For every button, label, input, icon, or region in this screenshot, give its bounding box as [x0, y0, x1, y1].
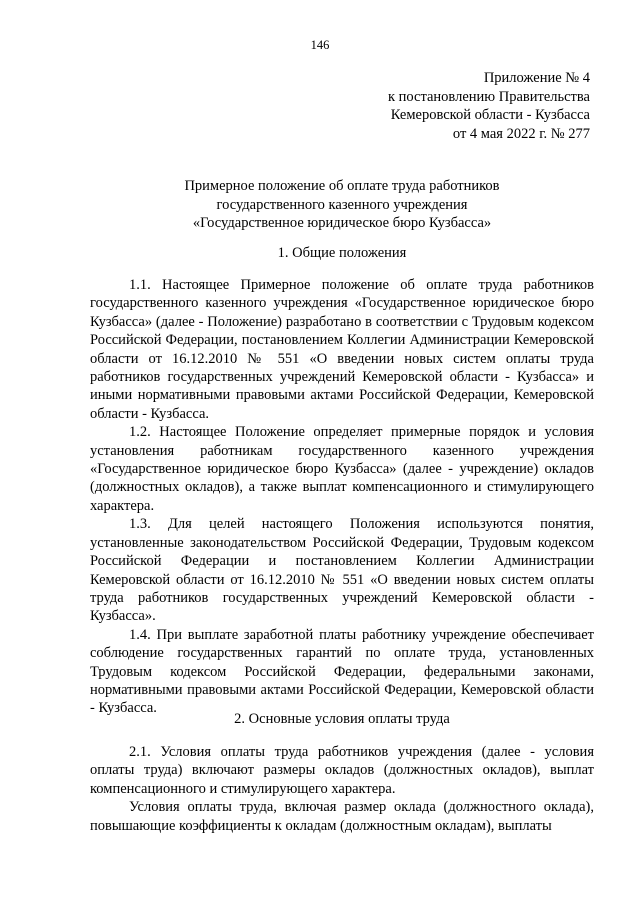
paragraph-2-2: Условия оплаты труда, включая размер оклада (должностного оклада), повышающие коэффициенты к окладам (должностным окладам), выплаты	[90, 799, 594, 834]
section-1-heading: 1. Общие положения	[277, 245, 407, 261]
section-2-heading: 2. Основные условия оплаты труда	[234, 711, 450, 727]
annex-line-2: к постановлению Правительства	[388, 88, 590, 105]
annex-line-3: Кемеровской области - Кузбасса	[390, 107, 590, 123]
document-title	[90, 177, 594, 233]
paragraph-1-3: 1.3. Для целей настоящего Положения используются понятия, установленные законодательством Российской Федерации, Трудовым кодексом Российской Федерации и постановлением Коллегии Администрации Кемеровской области от 16.12.2010 № 551 «О введении новых систем оплаты труда работников государственных учреждений Кемеровской области - Кузбасса».	[90, 516, 594, 625]
section-1-body	[90, 276, 594, 718]
paragraph-2-1: 2.1. Условия оплаты труда работников учреждения (далее - условия оплаты труда) включают размеры окладов (должностных окладов), выплат компенсационного и стимулирующего характера.	[90, 744, 594, 797]
annex-line-4: от 4 мая 2022 г. № 277	[452, 125, 590, 142]
title-line-3: «Государственное юридическое бюро Кузбасса»	[192, 215, 492, 231]
title-line-1: Примерное положение об оплате труда работников	[184, 178, 500, 194]
paragraph-1-4: 1.4. При выплате заработной платы работнику учреждение обеспечивает соблюдение государственных гарантий по оплате труда, установленных Трудовым кодексом Российской Федерации, федеральными законами, нормативными правовыми актами Российской Федерации, Кемеровской области - Кузбасса.	[90, 626, 594, 717]
annex-block	[340, 69, 590, 143]
page-number: 146	[310, 38, 330, 52]
annex-line-1: Приложение № 4	[483, 70, 590, 86]
section-2-body	[90, 743, 594, 835]
paragraph-1-1: 1.1. Настоящее Примерное положение об оплате труда работников государственного казенного учреждения «Государственное юридическое бюро Кузбасса» (далее - Положение) разработано в соответствии с Трудовым кодексом Российской Федерации, постановлением Коллегии Администрации Кемеровской области от 16.12.2010 № 551 «О введении новых систем оплаты труда работников государственных учреждений Кемеровской области - Кузбасса» и иными нормативными правовыми актами Российской Федерации, Кемеровской области - Кузбасса.	[90, 277, 594, 422]
paragraph-1-2: 1.2. Настоящее Положение определяет примерные порядок и условия установления работникам государственного казенного учреждения «Государственное юридическое бюро Кузбасса» (далее - учреждение) окладов (должностных окладов), а также выплат компенсационного и стимулирующего характера.	[90, 424, 594, 514]
title-line-2: государственного казенного учреждения	[216, 196, 468, 213]
